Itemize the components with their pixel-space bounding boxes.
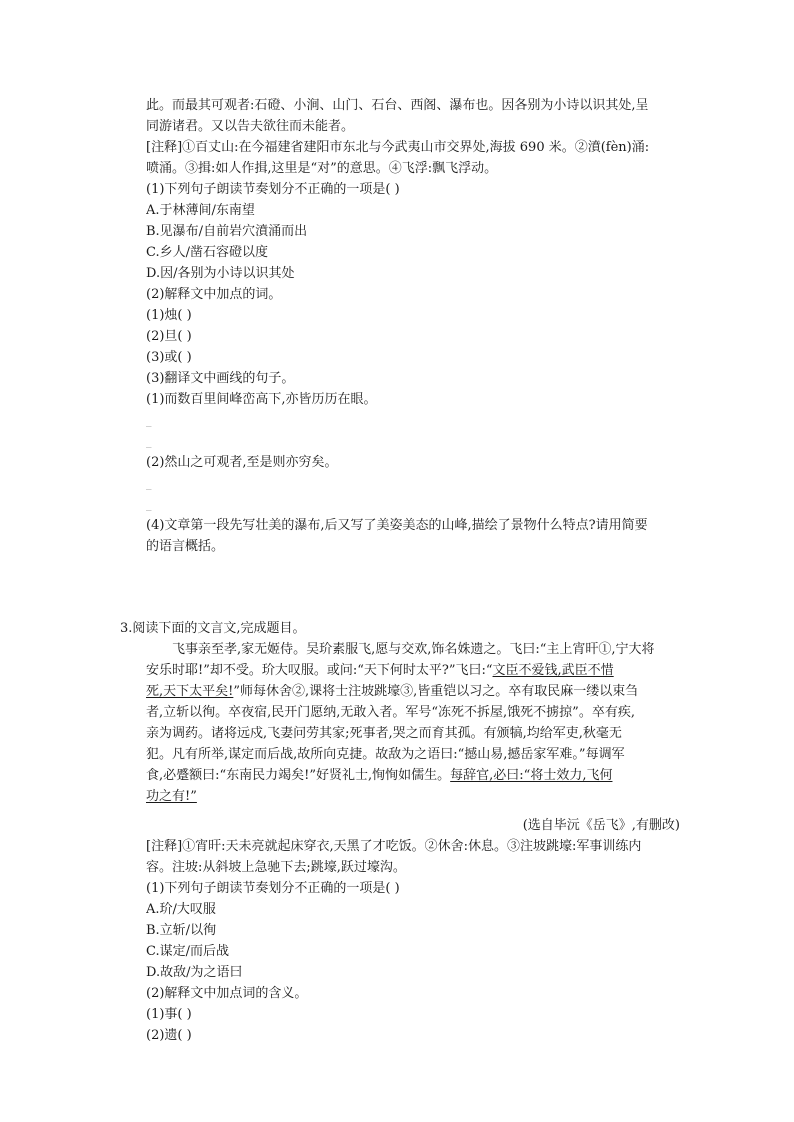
option-c: C.谋定/而后战: [146, 944, 229, 959]
option-c: C.乡人/凿石容磴以度: [146, 245, 268, 260]
underlined-sentence: 死,天下太平矣!: [146, 684, 234, 699]
section-3: [146, 639, 680, 1046]
answer-line: _: [146, 435, 152, 448]
option-a: A.于林薄间/东南望: [146, 203, 255, 218]
passage-line: 者,立斩以徇。卒夜宿,民开门愿纳,无敢入者。军号“冻死不拆屋,饿死不掳掠”。卒有疾,: [146, 705, 635, 720]
question-1: (1)下列句子朗读节奏划分不正确的一项是( ): [146, 881, 400, 896]
option-d: D.故敌/为之语曰: [146, 965, 243, 980]
question-2: (2)解释文中加点的词。: [146, 287, 282, 302]
word-item-1: (1)事( ): [146, 1007, 192, 1022]
passage-text: 食,必蹙额曰:“东南民力竭矣!”好贤礼士,恂恂如儒生。: [146, 768, 451, 783]
passage-line: 飞事亲至孝,家无姬侍。吴玠素服飞,愿与交欢,饰名姝遗之。飞曰:“主上宵旰①,宁大将: [172, 642, 655, 657]
annotation-line: 容。注坡:从斜坡上急驰下去;跳壕,跃过壕沟。: [146, 860, 406, 875]
word-item-3: (3)或( ): [146, 350, 192, 365]
section-2-continuation: [146, 95, 680, 557]
passage-line: 亲为调药。诸将远戍,飞妻问劳其家;死事者,哭之而育其孤。有颁犒,均给军吏,秋毫无: [146, 726, 622, 741]
passage-line: 犯。凡有所举,谋定而后战,故所向克捷。故敌为之语曰:“撼山易,撼岳家军难。”每调军: [146, 747, 625, 762]
question-3: (3)翻译文中画线的句子。: [146, 371, 295, 386]
option-b: B.见瀑布/自前岩穴濆涌而出: [146, 224, 308, 239]
passage-line: [146, 765, 680, 786]
passage-text: ”师每休舍②,课将士注坡跳壕③,皆重铠以习之。卒有取民麻一缕以束刍: [233, 684, 639, 699]
annotation-line: 喷涌。③揖:如人作揖,这里是“对”的意思。④飞浮:飘飞浮动。: [146, 161, 498, 176]
option-a: A.玠/大叹服: [146, 902, 216, 917]
annotation-line: [注释]①百丈山:在今福建省建阳市东北与今武夷山市交界处,海拔 690 米。②濆(fèn)涌:: [146, 140, 650, 155]
question-2: (2)解释文中加点词的含义。: [146, 986, 308, 1001]
option-b: B.立斩/以徇: [146, 923, 217, 938]
question-4: (4)文章第一段先写壮美的瀑布,后又写了美姿美态的山峰,描绘了景物什么特点?请用简要: [146, 518, 648, 533]
underlined-sentence: 每辞官,必曰:“将士效力,飞何: [450, 768, 613, 783]
translate-item-1: (1)而数百里间峰峦高下,亦皆历历在眼。: [146, 392, 377, 407]
word-item-2: (2)旦( ): [146, 329, 192, 344]
underlined-sentence: 功之有!”: [146, 789, 197, 804]
section-3-heading: 3.阅读下面的文言文,完成题目。: [120, 621, 306, 636]
source-citation: (选自毕沅《岳飞》,有删改): [522, 818, 680, 833]
answer-line: _: [146, 498, 152, 511]
translate-item-2: (2)然山之可观者,至是则亦穷矣。: [146, 455, 338, 470]
passage-text: 安乐时耶!”却不受。玠大叹服。或问:“天下何时太平?”飞曰:“: [146, 663, 493, 678]
answer-line: _: [146, 477, 152, 490]
word-item-1: (1)烛( ): [146, 308, 192, 323]
underlined-sentence: 文臣不爱钱,武臣不惜: [492, 663, 614, 678]
passage-line: [146, 786, 680, 807]
word-item-2: (2)遗( ): [146, 1028, 192, 1043]
passage-line: [146, 660, 680, 681]
passage-line: [146, 681, 680, 702]
question-1: (1)下列句子朗读节奏划分不正确的一项是( ): [146, 182, 400, 197]
question-4-cont: 的语言概括。: [146, 539, 225, 554]
passage-line: 此。而最其可观者:石磴、小涧、山门、石台、西阁、瀑布也。因各别为小诗以识其处,呈: [146, 98, 649, 113]
annotation-line: [注释]①宵旰:天未亮就起床穿衣,天黑了才吃饭。②休舍:休息。③注坡跳壕:军事训练内: [146, 839, 642, 854]
passage-line: 同游诸君。又以告夫欲往而未能者。: [146, 119, 355, 134]
answer-line: _: [146, 414, 152, 427]
option-d: D.因/各别为小诗以识其处: [146, 266, 295, 281]
